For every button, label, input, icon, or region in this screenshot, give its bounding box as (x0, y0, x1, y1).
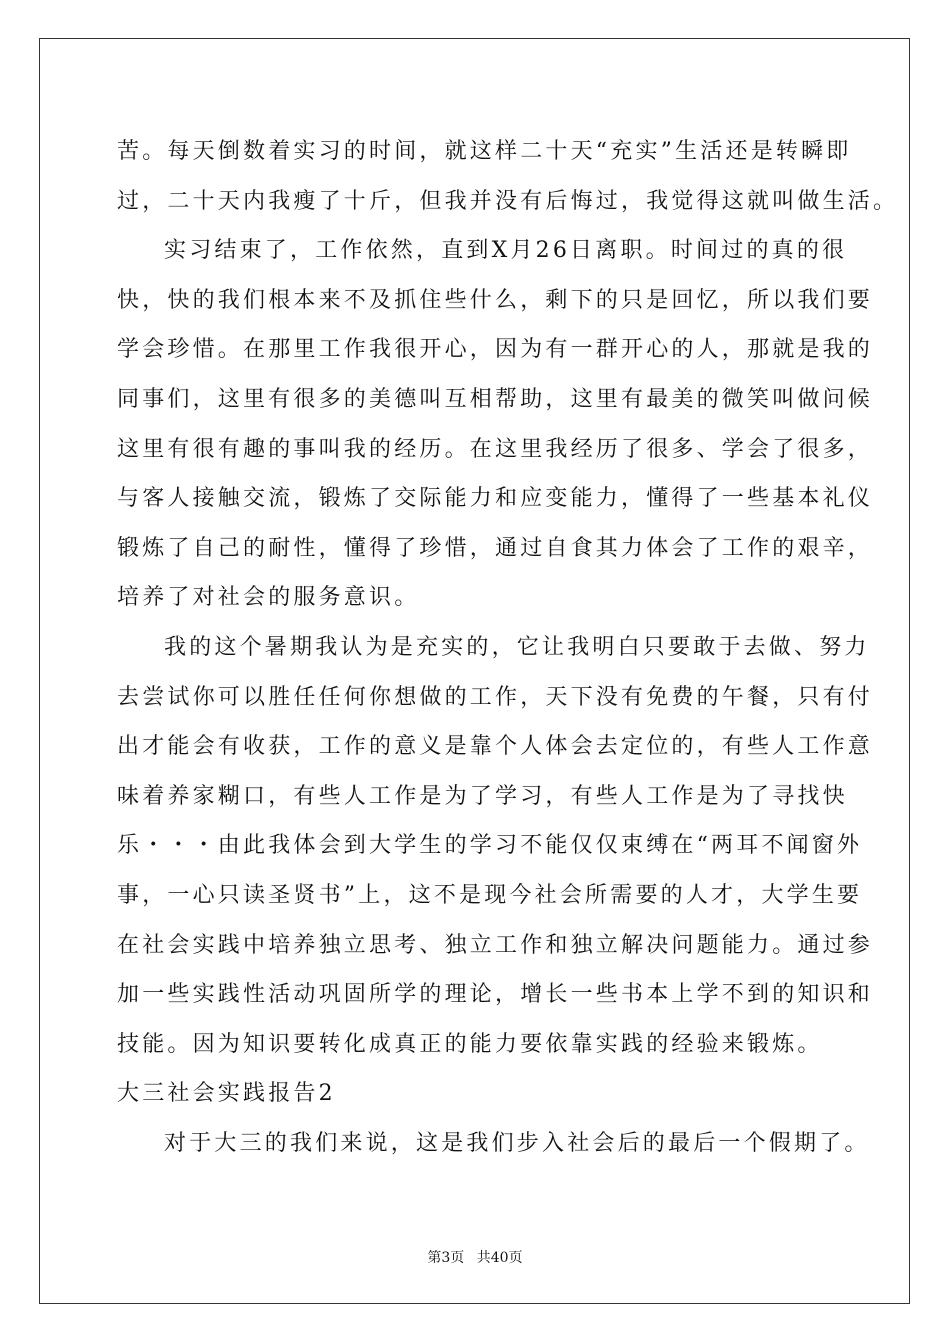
text-line: 技能。因为知识要转化成真正的能力要依靠实践的经验来锻炼。 (117, 1031, 823, 1057)
section-heading: 大三社会实践报告2 (117, 1081, 336, 1107)
text-line: 与客人接触交流，锻炼了交际能力和应变能力，懂得了一些基本礼仪 (117, 486, 874, 512)
text-line: 苦。每天倒数着实习的时间，就这样二十天“充实”生活还是转瞬即 (117, 139, 852, 164)
text-line: 乐・・・由此我体会到大学生的学习不能仅仅束缚在“两耳不闻窗外 (117, 833, 863, 859)
text-line: 在社会实践中培养独立思考、独立工作和独立解决问题能力。通过参 (117, 932, 874, 958)
text-line: 快，快的我们根本来不及抓住些什么，剩下的只是回忆，所以我们要 (117, 287, 874, 313)
paragraph-start-line: 实习结束了，工作依然，直到X月26日离职。时间过的真的很 (164, 238, 848, 264)
text-line: 过，二十天内我瘦了十斤，但我并没有后悔过，我觉得这就叫做生活。 (117, 188, 899, 214)
text-line: 味着养家糊口，有些人工作是为了学习，有些人工作是为了寻找快 (117, 783, 848, 809)
text-line: 加一些实践性活动巩固所学的理论，增长一些书本上学不到的知识和 (117, 982, 874, 1008)
page-number: 第3页 (427, 1250, 465, 1266)
document-body (117, 127, 899, 1168)
text-line: 同事们，这里有很多的美德叫互相帮助，这里有最美的微笑叫做问候 (117, 386, 874, 412)
text-line: 学会珍惜。在那里工作我很开心，因为有一群开心的人，那就是我的 (117, 337, 874, 363)
text-line: 培养了对社会的服务意识。 (117, 585, 420, 611)
total-pages: 共40页 (476, 1250, 523, 1266)
text-line: 去尝试你可以胜任任何你想做的工作，天下没有免费的午餐，只有付 (117, 684, 874, 710)
paragraph-start-line: 对于大三的我们来说，这是我们步入社会后的最后一个假期了。 (164, 1130, 870, 1156)
page-footer (0, 1247, 950, 1267)
text-line: 出才能会有收获，工作的意义是靠个人体会去定位的，有些人工作意 (117, 734, 874, 760)
text-line: 这里有很有趣的事叫我的经历。在这里我经历了很多、学会了很多， (117, 436, 874, 462)
text-line: 事，一心只读圣贤书”上，这不是现今社会所需要的人才，大学生要 (117, 882, 863, 908)
paragraph-start-line: 我的这个暑期我认为是充实的，它让我明白只要敢于去做、努力 (164, 634, 870, 660)
text-line: 锻炼了自己的耐性，懂得了珍惜，通过自食其力体会了工作的艰辛， (117, 535, 874, 561)
